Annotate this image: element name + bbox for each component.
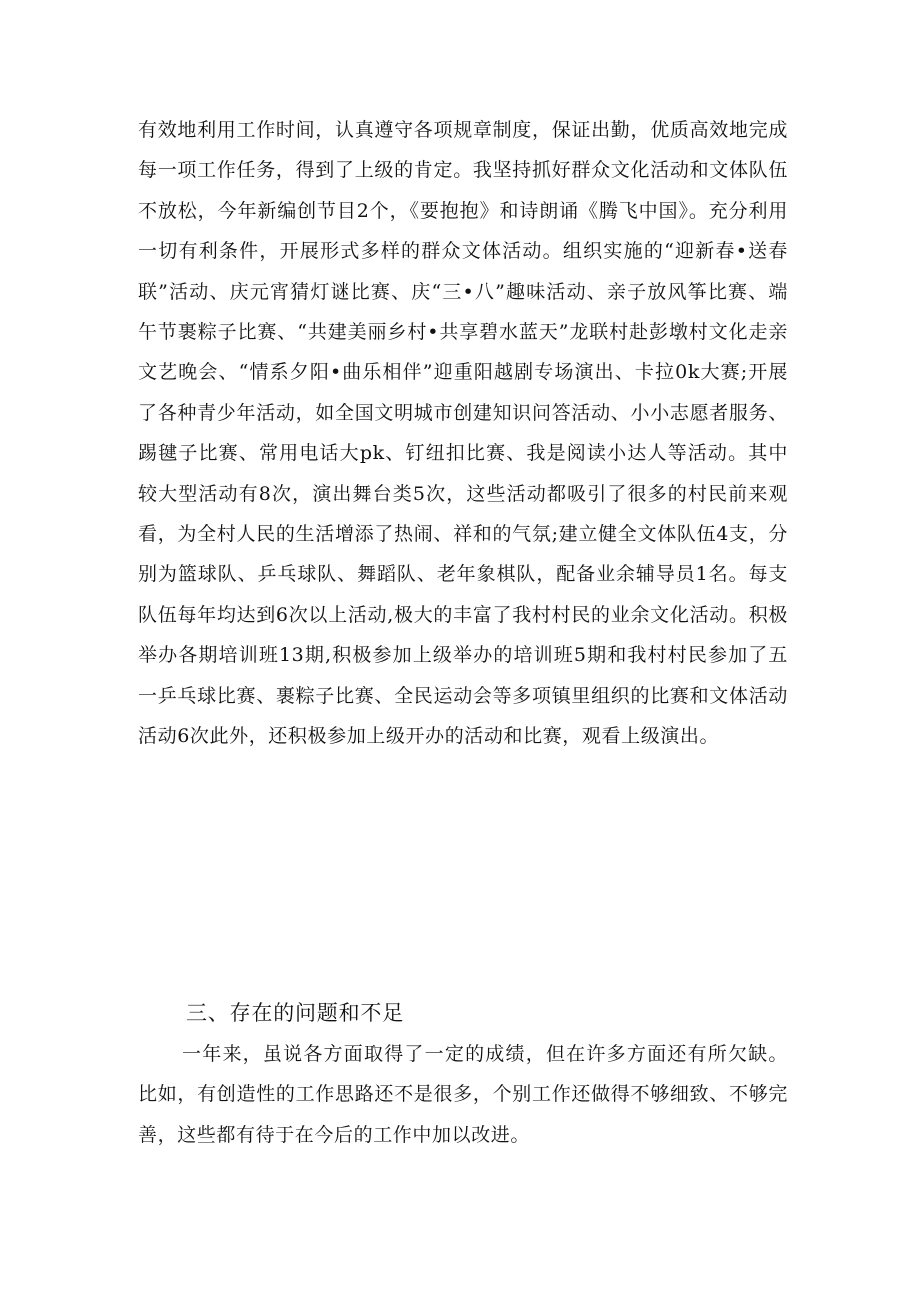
body-paragraph-shortcomings: 一年来，虽说各方面取得了一定的成绩，但在许多方面还有所欠缺。比如，有创造性的工作思路还不是很多，个别工作还做得不够细致、不够完善，这些都有待于在今后的工作中加以改进。 — [138, 1043, 788, 1146]
body-paragraph-activities: 有效地利用工作时间，认真遵守各项规章制度，保证出勤，优质高效地完成每一项工作任务，得到了上级的肯定。我坚持抓好群众文化活动和文体队伍不放松，今年新编创节目2个，《要抱抱》和诗朗诵《腾飞中国》。充分利用一切有利条件，开展形式多样的群众文体活动。组织实施的“迎新春•送春联”活动、庆元宵猜灯谜比赛、庆“三•八”趣味活动、亲子放风筝比赛、端午节裹粽子比赛、“共建美丽乡村•共享碧水蓝天”龙联村赴彭墩村文化走亲文艺晚会、“情系夕阳•曲乐相伴”迎重阳越剧专场演出、卡拉0k大赛;开展了各种青少年活动，如全国文明城市创建知识问答活动、小小志愿者服务、踢毽子比赛、常用电话大pk、钉纽扣比赛、我是阅读小达人等活动。其中较大型活动有8次，演出舞台类5次，这些活动都吸引了很多的村民前来观看，为全村人民的生活增添了热闹、祥和的气氛;建立健全文体队伍4支，分别为篮球队、乒乓球队、舞蹈队、老年象棋队，配备业余辅导员1名。每支队伍每年均达到6次以上活动,极大的丰富了我村村民的业余文化活动。积极举办各期培训班13期,积极参加上级举办的培训班5期和我村村民参加了五一乒乓球比赛、裹粽子比赛、全民运动会等多项镇里组织的比赛和文体活动活动6次此外，还积极参加上级开办的活动和比赛，观看上级演出。 — [138, 119, 788, 748]
section-heading-problems: 三、存在的问题和不足 — [186, 1001, 404, 1025]
